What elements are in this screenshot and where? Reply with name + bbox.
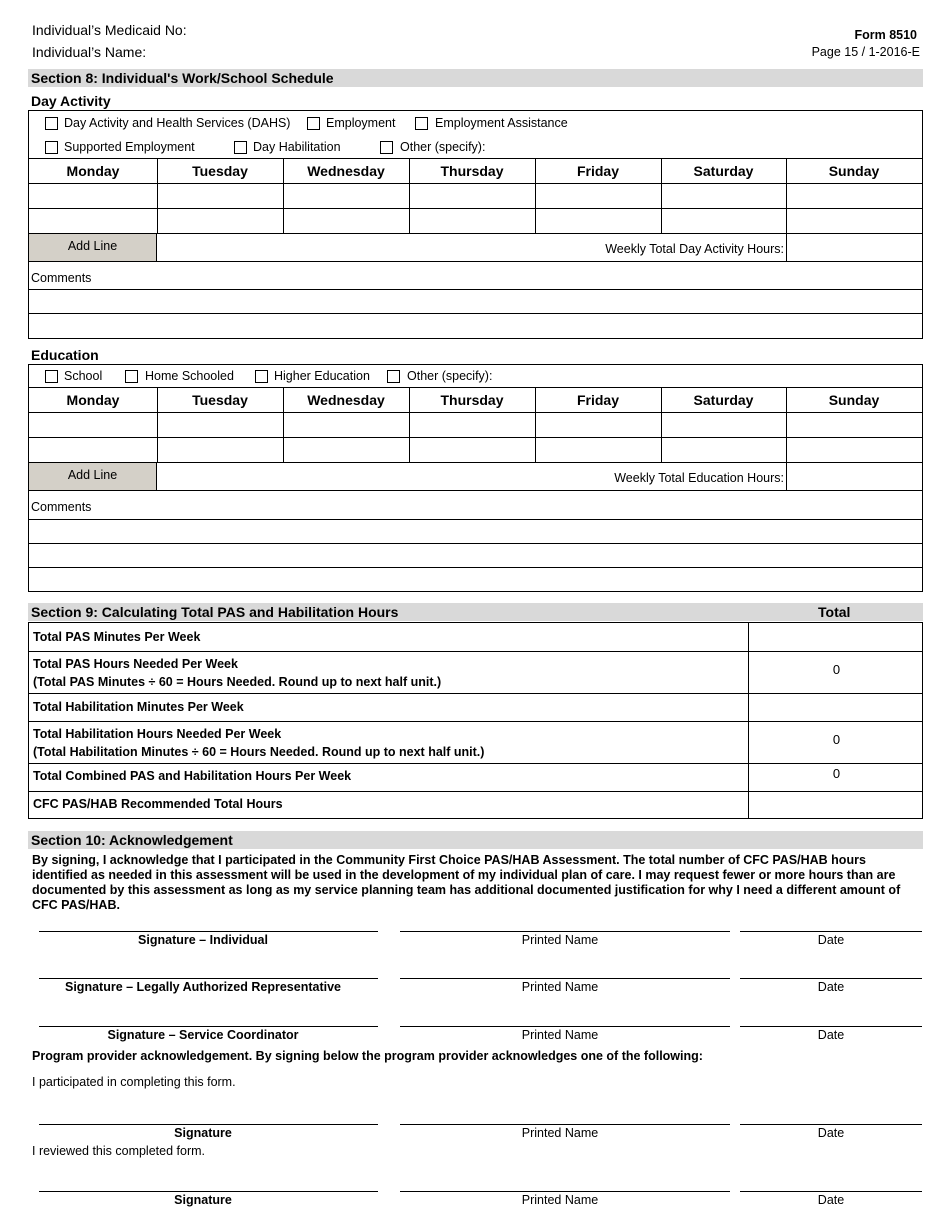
provider-date-2-line[interactable] <box>740 1191 922 1192</box>
school-label: School <box>64 369 103 383</box>
education-heading: Education <box>31 347 99 363</box>
education-comments-label: Comments <box>31 500 92 514</box>
section-10-title: Section 10: Acknowledgement <box>28 831 923 849</box>
education-col-sunday: Sunday <box>828 392 880 408</box>
school-checkbox[interactable] <box>45 370 58 383</box>
section-9-title <box>28 603 923 621</box>
total-pas-hours-value: 0 <box>832 662 841 677</box>
date-lar-line[interactable] <box>740 978 922 979</box>
education-table <box>28 364 923 592</box>
day-other-label: Other (specify): <box>400 140 486 154</box>
employment-assistance-label: Employment Assistance <box>435 116 568 130</box>
acknowledgement-statement: By signing, I acknowledge that I participated in the Community First Choice PAS/HAB Assessment. The total number of CFC PAS/HAB hours identified as needed in this assessment will be used in the development of my individual plan of care. I may request fewer or more hours than are documented by this assessment as long as my service planning team has additional documented justification for why I need a different amount of CFC PAS/HAB. <box>32 853 901 912</box>
day-activity-add-line-button[interactable]: Add Line <box>29 234 157 261</box>
day-activity-col-thursday: Thursday <box>440 163 504 179</box>
education-col-saturday: Saturday <box>693 392 754 408</box>
day-activity-col-friday: Friday <box>576 163 619 179</box>
supported-employment-label: Supported Employment <box>64 140 195 154</box>
printed-name-lar-caption: Printed Name <box>521 980 599 994</box>
date-individual-line[interactable] <box>740 931 922 932</box>
day-activity-comments-label: Comments <box>31 271 92 285</box>
employment-label: Employment <box>326 116 396 130</box>
education-add-line-button[interactable]: Add Line <box>29 463 157 490</box>
dahs-checkbox[interactable] <box>45 117 58 130</box>
education-col-wednesday: Wednesday <box>307 392 385 408</box>
education-col-thursday: Thursday <box>440 392 504 408</box>
education-other-checkbox[interactable] <box>387 370 400 383</box>
section-9-title-text: Section 9: Calculating Total PAS and Habilitation Hours <box>31 604 399 620</box>
day-habilitation-checkbox[interactable] <box>234 141 247 154</box>
higher-education-label: Higher Education <box>274 369 370 383</box>
date-service-coordinator-line[interactable] <box>740 1026 922 1027</box>
signature-individual-caption: Signature – Individual <box>138 933 268 947</box>
provider-date-2-caption: Date <box>817 1193 845 1207</box>
medicaid-label: Individual’s Medicaid No: <box>32 22 187 38</box>
provider-printed-name-2-caption: Printed Name <box>521 1193 599 1207</box>
date-lar-caption: Date <box>817 980 845 994</box>
total-pas-hours-note: (Total PAS Minutes ÷ 60 = Hours Needed. Round up to next half unit.) <box>33 675 442 689</box>
total-hab-hours-value: 0 <box>832 732 841 747</box>
day-other-checkbox[interactable] <box>380 141 393 154</box>
day-activity-table <box>28 110 923 339</box>
education-col-monday: Monday <box>66 392 120 408</box>
total-pas-hours-label: Total PAS Hours Needed Per Week <box>33 657 238 671</box>
education-weekly-total-label: Weekly Total Education Hours: <box>614 471 784 485</box>
signature-lar-caption: Signature – Legally Authorized Representative <box>65 980 341 994</box>
dahs-label: Day Activity and Health Services (DAHS) <box>64 116 291 130</box>
education-col-friday: Friday <box>576 392 619 408</box>
higher-education-checkbox[interactable] <box>255 370 268 383</box>
provider-signature-2-line[interactable] <box>39 1191 378 1192</box>
form-number: Form 8510 <box>854 28 917 42</box>
provider-printed-name-2-line[interactable] <box>400 1191 730 1192</box>
day-activity-col-wednesday: Wednesday <box>307 163 385 179</box>
day-activity-col-tuesday: Tuesday <box>192 163 248 179</box>
provider-signature-2-caption: Signature <box>174 1193 232 1207</box>
day-activity-heading: Day Activity <box>31 93 111 109</box>
printed-name-individual-line[interactable] <box>400 931 730 932</box>
provider-signature-1-caption: Signature <box>174 1126 232 1140</box>
provider-printed-name-1-line[interactable] <box>400 1124 730 1125</box>
total-hab-hours-label: Total Habilitation Hours Needed Per Week <box>33 727 282 741</box>
total-pas-minutes-label: Total PAS Minutes Per Week <box>33 630 201 644</box>
signature-service-coordinator-caption: Signature – Service Coordinator <box>107 1028 299 1042</box>
printed-name-service-coordinator-line[interactable] <box>400 1026 730 1027</box>
total-hab-minutes-label: Total Habilitation Minutes Per Week <box>33 700 244 714</box>
total-combined-hours-value: 0 <box>832 766 841 781</box>
reviewed-statement: I reviewed this completed form. <box>32 1144 205 1158</box>
participated-statement: I participated in completing this form. <box>32 1075 236 1089</box>
signature-lar-line[interactable] <box>39 978 378 979</box>
total-hab-hours-note: (Total Habilitation Minutes ÷ 60 = Hours Needed. Round up to next half unit.) <box>33 745 485 759</box>
employment-assistance-checkbox[interactable] <box>415 117 428 130</box>
printed-name-service-coordinator-caption: Printed Name <box>521 1028 599 1042</box>
cfc-recommended-hours-label: CFC PAS/HAB Recommended Total Hours <box>33 797 283 811</box>
section-8-title: Section 8: Individual's Work/School Schedule <box>28 69 923 87</box>
supported-employment-checkbox[interactable] <box>45 141 58 154</box>
home-schooled-checkbox[interactable] <box>125 370 138 383</box>
printed-name-individual-caption: Printed Name <box>521 933 599 947</box>
provider-date-1-line[interactable] <box>740 1124 922 1125</box>
section-9-table <box>28 622 923 819</box>
provider-printed-name-1-caption: Printed Name <box>521 1126 599 1140</box>
day-activity-col-sunday: Sunday <box>828 163 880 179</box>
provider-signature-1-line[interactable] <box>39 1124 378 1125</box>
date-individual-caption: Date <box>817 933 845 947</box>
printed-name-lar-line[interactable] <box>400 978 730 979</box>
education-other-label: Other (specify): <box>407 369 493 383</box>
employment-checkbox[interactable] <box>307 117 320 130</box>
day-activity-weekly-total-label: Weekly Total Day Activity Hours: <box>605 242 784 256</box>
home-schooled-label: Home Schooled <box>145 369 234 383</box>
signature-individual-line[interactable] <box>39 931 378 932</box>
total-header: Total <box>818 604 851 620</box>
total-combined-hours-label: Total Combined PAS and Habilitation Hours Per Week <box>33 769 352 783</box>
date-service-coordinator-caption: Date <box>817 1028 845 1042</box>
provider-acknowledgement: Program provider acknowledgement. By signing below the program provider acknowledges one of the following: <box>32 1049 703 1063</box>
day-activity-col-monday: Monday <box>66 163 120 179</box>
name-label: Individual’s Name: <box>32 44 147 60</box>
signature-service-coordinator-line[interactable] <box>39 1026 378 1027</box>
page-info: Page 15 / 1-2016-E <box>811 45 920 59</box>
day-habilitation-label: Day Habilitation <box>253 140 341 154</box>
provider-date-1-caption: Date <box>817 1126 845 1140</box>
day-activity-col-saturday: Saturday <box>693 163 754 179</box>
education-col-tuesday: Tuesday <box>192 392 248 408</box>
